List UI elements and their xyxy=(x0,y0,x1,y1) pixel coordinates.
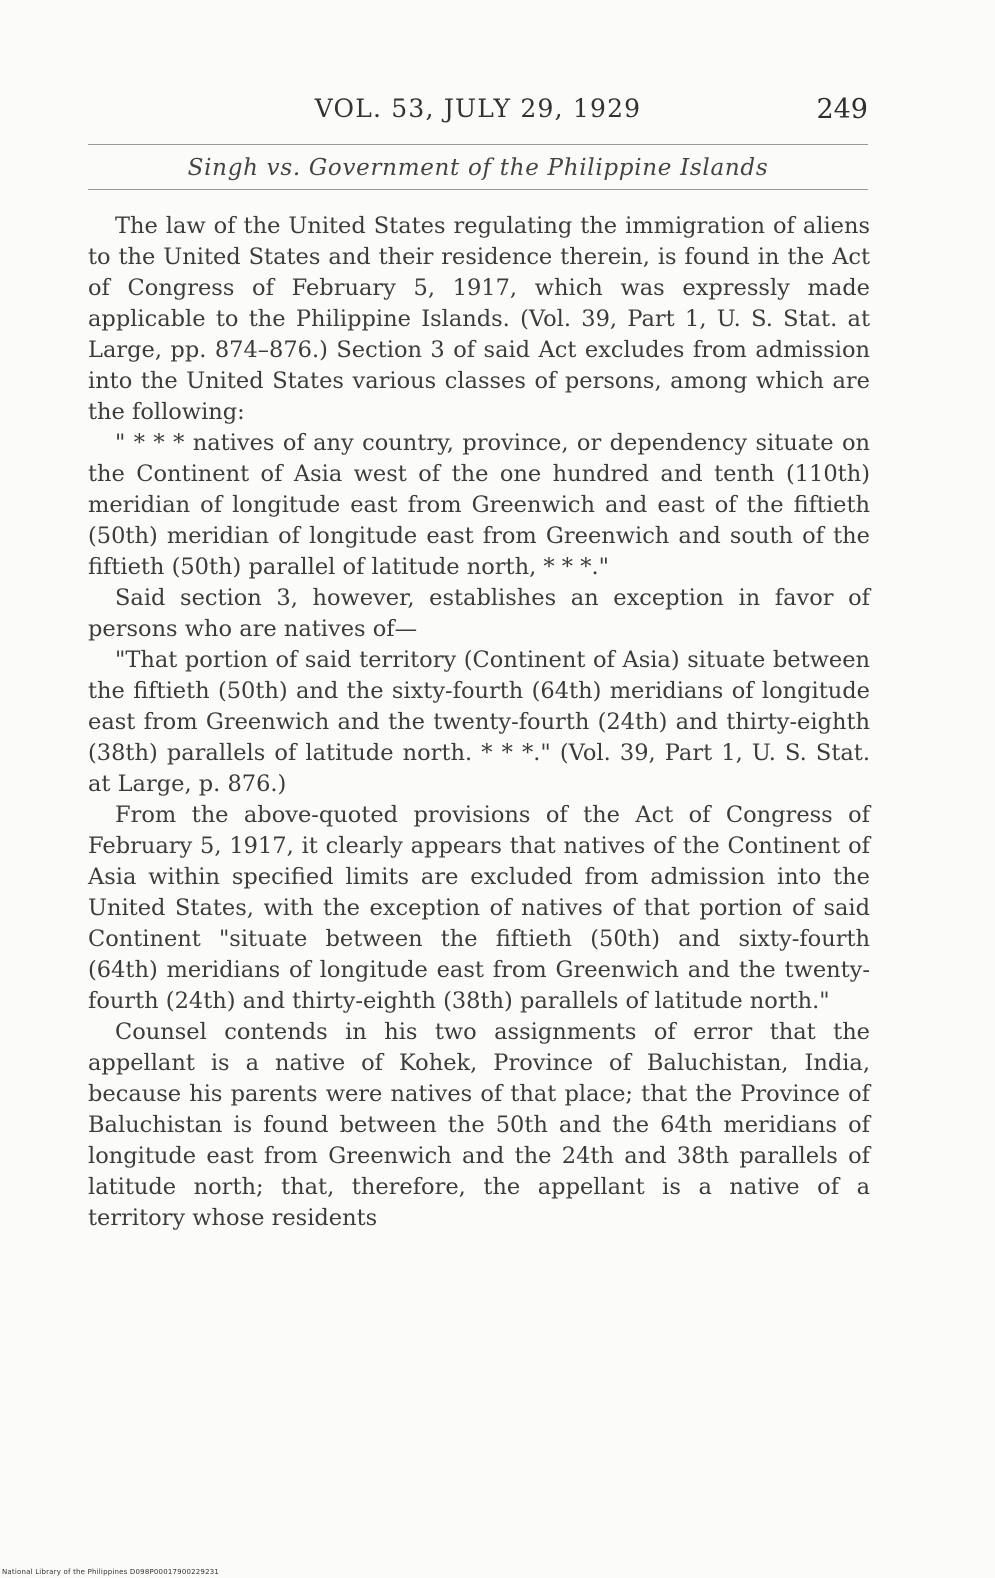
paragraph: From the above-quoted provisions of the Act of Congress of February 5, 1917, it clearly appears that natives of the Continent of Asia within specified limits are excluded from admission into the United States, with the exception of natives of that portion of said Continent "situate between the fiftieth (50th) and sixty-fourth (64th) meridians of longitude east from Greenwich and the twenty-fourth (24th) and thirty-eighth (38th) parallels of latitude north." xyxy=(88,802,870,1014)
scan-footer: National Library of the Philippines D098P00017900229231 xyxy=(2,1568,220,1576)
paragraph: Counsel contends in his two assignments of error that the appellant is a native of Kohek, Province of Baluchistan, India, because his parents were natives of that place; that the Province of Baluchistan is found between the 50th and the 64th meridians of longitude east from Greenwich and the 24th and 38th parallels of latitude north; that, therefore, the appellant is a native of a territory whose residents xyxy=(88,1019,870,1231)
running-header xyxy=(88,94,868,134)
page-number: 249 xyxy=(816,94,868,125)
volume-date: VOL. 53, JULY 29, 1929 xyxy=(314,94,642,123)
header-rule xyxy=(88,144,868,145)
body-text xyxy=(88,211,870,1234)
case-title: Singh vs. Government of the Philippine Islands xyxy=(187,155,769,181)
paragraph: The law of the United States regulating the immigration of aliens to the United States and their residence therein, is found in the Act of Congress of February 5, 1917, which was expressly made applicable to the Philippine Islands. (Vol. 39, Part 1, U. S. Stat. at Large, pp. 874–876.) Section 3 of said Act excludes from admission into the United States various classes of persons, among which are the following: xyxy=(88,213,870,425)
paragraph: " * * * natives of any country, province, or dependency situate on the Continent of Asia west of the one hundred and tenth (110th) meridian of longitude east from Greenwich and east of the fiftieth (50th) meridian of longitude east from Greenwich and south of the fiftieth (50th) parallel of latitude north, * * *." xyxy=(88,430,870,580)
paragraph: "That portion of said territory (Continent of Asia) situate between the fiftieth (50th) and the sixty-fourth (64th) meridians of longitude east from Greenwich and the twenty-fourth (24th) and thirty-eighth (38th) parallels of latitude north. * * *." (Vol. 39, Part 1, U. S. Stat. at Large, p. 876.) xyxy=(88,647,870,797)
paragraph: Said section 3, however, establishes an exception in favor of persons who are natives of— xyxy=(88,585,870,642)
title-rule xyxy=(88,189,868,190)
